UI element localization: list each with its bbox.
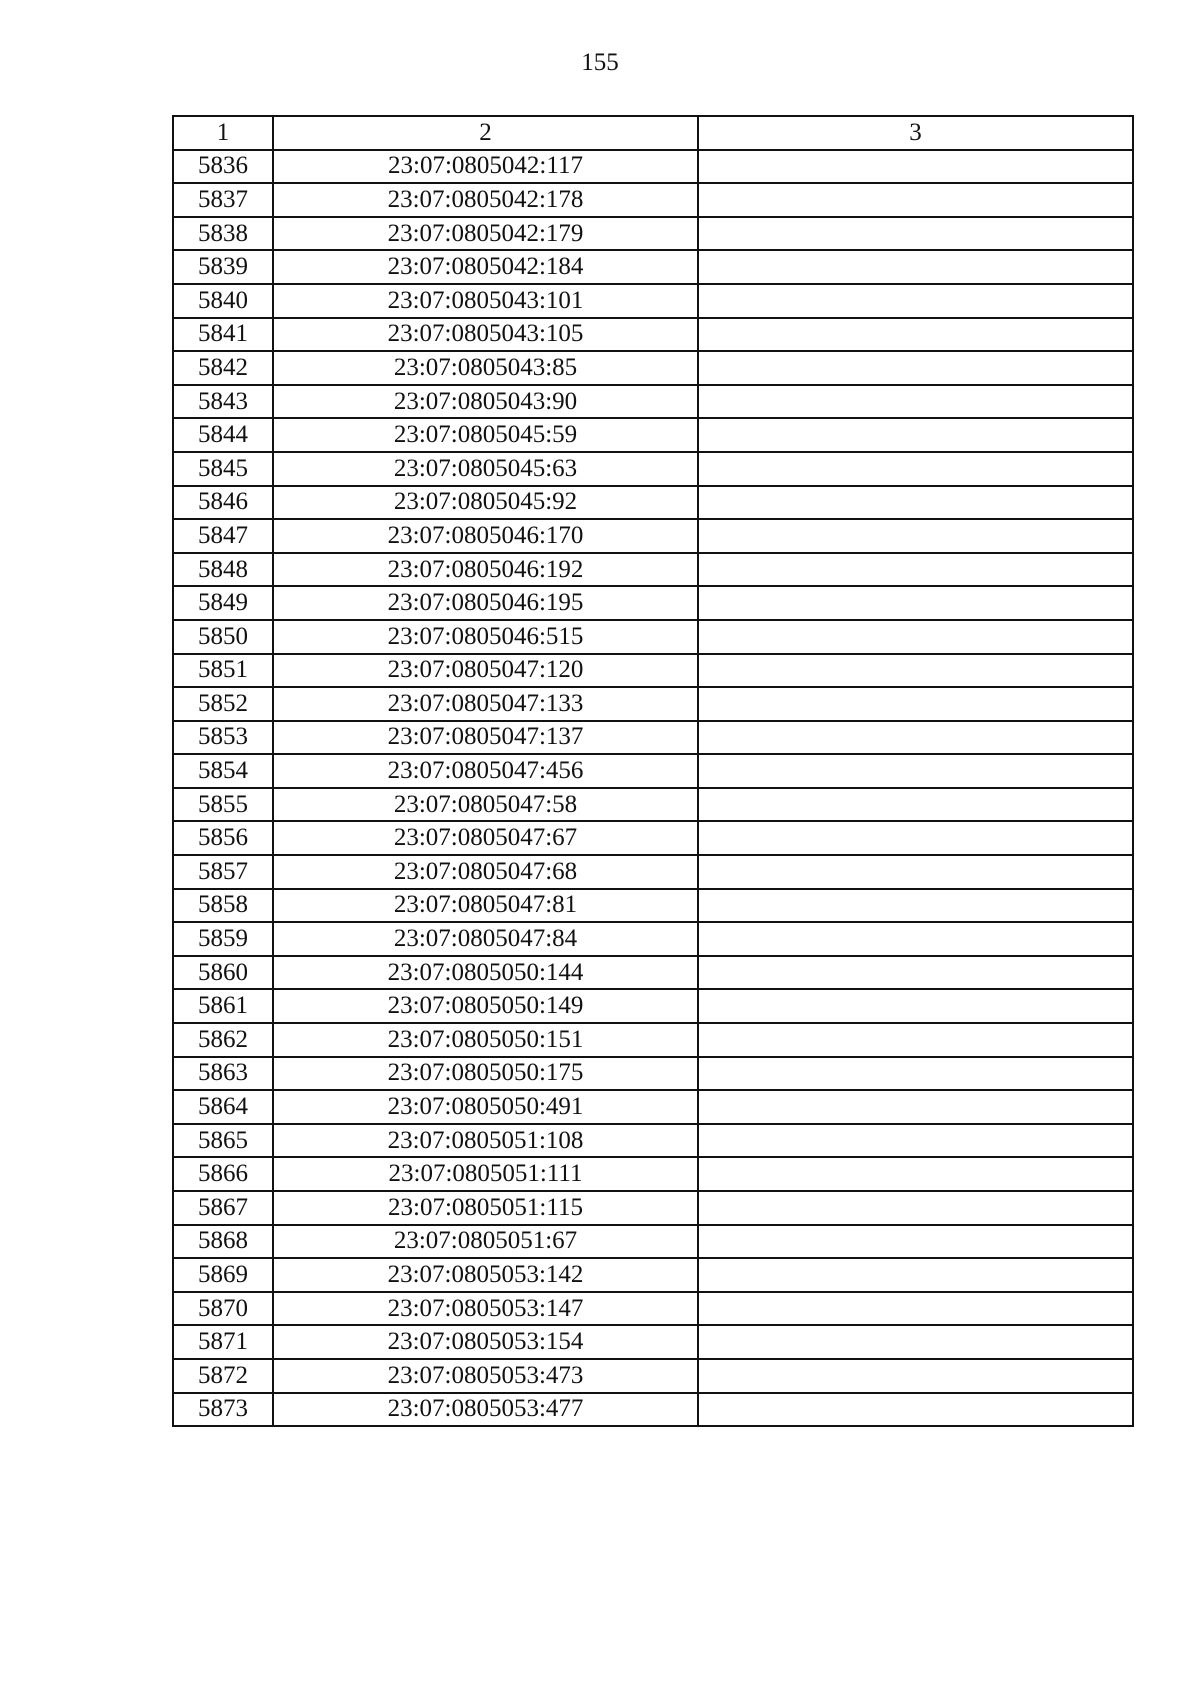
notes-cell [698, 385, 1133, 419]
table-row [173, 1225, 1133, 1259]
row-number-cell: 5843 [173, 385, 273, 419]
row-number-cell: 5837 [173, 183, 273, 217]
cadastral-number-cell: 23:07:0805043:105 [273, 318, 698, 352]
cadastral-number-cell: 23:07:0805053:477 [273, 1393, 698, 1427]
row-number-cell: 5836 [173, 150, 273, 184]
cadastral-table [172, 115, 1134, 1427]
row-number-cell: 5857 [173, 855, 273, 889]
notes-cell [698, 855, 1133, 889]
notes-cell [698, 1090, 1133, 1124]
notes-cell [698, 418, 1133, 452]
cadastral-number-cell: 23:07:0805050:149 [273, 989, 698, 1023]
row-number-cell: 5865 [173, 1124, 273, 1158]
cadastral-number-cell: 23:07:0805042:117 [273, 150, 698, 184]
row-number-cell: 5864 [173, 1090, 273, 1124]
table-row [173, 687, 1133, 721]
notes-cell [698, 452, 1133, 486]
cadastral-number-cell: 23:07:0805042:178 [273, 183, 698, 217]
cadastral-number-cell: 23:07:0805046:170 [273, 519, 698, 553]
cadastral-number-cell: 23:07:0805051:67 [273, 1225, 698, 1259]
notes-cell [698, 1157, 1133, 1191]
table-row [173, 418, 1133, 452]
row-number-cell: 5845 [173, 452, 273, 486]
cadastral-number-cell: 23:07:0805043:90 [273, 385, 698, 419]
notes-cell [698, 721, 1133, 755]
table-row [173, 821, 1133, 855]
table-header-row [173, 116, 1133, 150]
notes-cell [698, 754, 1133, 788]
row-number-cell: 5862 [173, 1023, 273, 1057]
row-number-cell: 5849 [173, 586, 273, 620]
row-number-cell: 5842 [173, 351, 273, 385]
row-number-cell: 5853 [173, 721, 273, 755]
row-number-cell: 5870 [173, 1292, 273, 1326]
row-number-cell: 5869 [173, 1258, 273, 1292]
table-row [173, 721, 1133, 755]
table-row [173, 452, 1133, 486]
table-row [173, 1124, 1133, 1158]
table-row [173, 318, 1133, 352]
notes-cell [698, 1225, 1133, 1259]
cadastral-number-cell: 23:07:0805053:142 [273, 1258, 698, 1292]
row-number-cell: 5871 [173, 1325, 273, 1359]
notes-cell [698, 217, 1133, 251]
notes-cell [698, 519, 1133, 553]
table-row [173, 654, 1133, 688]
cadastral-number-cell: 23:07:0805051:115 [273, 1191, 698, 1225]
cadastral-number-cell: 23:07:0805051:108 [273, 1124, 698, 1158]
row-number-cell: 5854 [173, 754, 273, 788]
notes-cell [698, 1292, 1133, 1326]
table-row [173, 1090, 1133, 1124]
row-number-cell: 5841 [173, 318, 273, 352]
row-number-cell: 5867 [173, 1191, 273, 1225]
table-row [173, 620, 1133, 654]
cadastral-number-cell: 23:07:0805047:120 [273, 654, 698, 688]
table-row [173, 1057, 1133, 1091]
notes-cell [698, 1258, 1133, 1292]
notes-cell [698, 586, 1133, 620]
notes-cell [698, 687, 1133, 721]
notes-cell [698, 183, 1133, 217]
row-number-cell: 5839 [173, 250, 273, 284]
row-number-cell: 5873 [173, 1393, 273, 1427]
table-row [173, 1023, 1133, 1057]
table-row [173, 1191, 1133, 1225]
cadastral-number-cell: 23:07:0805047:67 [273, 821, 698, 855]
table-row [173, 284, 1133, 318]
table-row [173, 250, 1133, 284]
row-number-cell: 5872 [173, 1359, 273, 1393]
row-number-cell: 5861 [173, 989, 273, 1023]
row-number-cell: 5848 [173, 553, 273, 587]
cadastral-number-cell: 23:07:0805047:58 [273, 788, 698, 822]
cadastral-number-cell: 23:07:0805042:179 [273, 217, 698, 251]
table-row [173, 586, 1133, 620]
notes-cell [698, 620, 1133, 654]
table-row [173, 1359, 1133, 1393]
notes-cell [698, 351, 1133, 385]
cadastral-number-cell: 23:07:0805046:195 [273, 586, 698, 620]
cadastral-number-cell: 23:07:0805053:154 [273, 1325, 698, 1359]
notes-cell [698, 1191, 1133, 1225]
row-number-cell: 5846 [173, 486, 273, 520]
cadastral-number-cell: 23:07:0805042:184 [273, 250, 698, 284]
cadastral-number-cell: 23:07:0805047:133 [273, 687, 698, 721]
row-number-cell: 5855 [173, 788, 273, 822]
table-row [173, 922, 1133, 956]
column-header-3: 3 [698, 116, 1133, 150]
table-body [173, 150, 1133, 1427]
column-header-1: 1 [173, 116, 273, 150]
row-number-cell: 5844 [173, 418, 273, 452]
table-row [173, 519, 1133, 553]
cadastral-number-cell: 23:07:0805050:175 [273, 1057, 698, 1091]
table-row [173, 385, 1133, 419]
notes-cell [698, 1325, 1133, 1359]
table-row [173, 217, 1133, 251]
table-row [173, 788, 1133, 822]
cadastral-number-cell: 23:07:0805050:144 [273, 956, 698, 990]
row-number-cell: 5840 [173, 284, 273, 318]
cadastral-number-cell: 23:07:0805045:63 [273, 452, 698, 486]
row-number-cell: 5858 [173, 889, 273, 923]
row-number-cell: 5856 [173, 821, 273, 855]
cadastral-number-cell: 23:07:0805047:84 [273, 922, 698, 956]
cadastral-number-cell: 23:07:0805045:92 [273, 486, 698, 520]
table-row [173, 889, 1133, 923]
table-row [173, 553, 1133, 587]
notes-cell [698, 956, 1133, 990]
cadastral-number-cell: 23:07:0805051:111 [273, 1157, 698, 1191]
table-row [173, 754, 1133, 788]
notes-cell [698, 553, 1133, 587]
table-row [173, 1393, 1133, 1427]
table-row [173, 1325, 1133, 1359]
row-number-cell: 5838 [173, 217, 273, 251]
notes-cell [698, 1057, 1133, 1091]
cadastral-number-cell: 23:07:0805043:85 [273, 351, 698, 385]
notes-cell [698, 250, 1133, 284]
row-number-cell: 5847 [173, 519, 273, 553]
table-row [173, 1258, 1133, 1292]
table-row [173, 989, 1133, 1023]
notes-cell [698, 318, 1133, 352]
row-number-cell: 5863 [173, 1057, 273, 1091]
notes-cell [698, 284, 1133, 318]
cadastral-number-cell: 23:07:0805053:473 [273, 1359, 698, 1393]
table-row [173, 486, 1133, 520]
cadastral-number-cell: 23:07:0805047:81 [273, 889, 698, 923]
table-row [173, 1292, 1133, 1326]
cadastral-number-cell: 23:07:0805043:101 [273, 284, 698, 318]
cadastral-number-cell: 23:07:0805046:515 [273, 620, 698, 654]
notes-cell [698, 1124, 1133, 1158]
cadastral-number-cell: 23:07:0805053:147 [273, 1292, 698, 1326]
row-number-cell: 5859 [173, 922, 273, 956]
cadastral-number-cell: 23:07:0805050:151 [273, 1023, 698, 1057]
column-header-2: 2 [273, 116, 698, 150]
cadastral-number-cell: 23:07:0805047:68 [273, 855, 698, 889]
page-number: 155 [581, 49, 619, 76]
notes-cell [698, 654, 1133, 688]
table-row [173, 351, 1133, 385]
table-row [173, 183, 1133, 217]
notes-cell [698, 989, 1133, 1023]
notes-cell [698, 889, 1133, 923]
row-number-cell: 5860 [173, 956, 273, 990]
cadastral-number-cell: 23:07:0805050:491 [273, 1090, 698, 1124]
notes-cell [698, 1023, 1133, 1057]
notes-cell [698, 922, 1133, 956]
table-row [173, 1157, 1133, 1191]
notes-cell [698, 821, 1133, 855]
row-number-cell: 5850 [173, 620, 273, 654]
cadastral-number-cell: 23:07:0805046:192 [273, 553, 698, 587]
table-row [173, 855, 1133, 889]
row-number-cell: 5868 [173, 1225, 273, 1259]
notes-cell [698, 150, 1133, 184]
row-number-cell: 5851 [173, 654, 273, 688]
notes-cell [698, 486, 1133, 520]
cadastral-number-cell: 23:07:0805047:137 [273, 721, 698, 755]
notes-cell [698, 1359, 1133, 1393]
table-row [173, 956, 1133, 990]
notes-cell [698, 788, 1133, 822]
row-number-cell: 5866 [173, 1157, 273, 1191]
cadastral-number-cell: 23:07:0805045:59 [273, 418, 698, 452]
cadastral-number-cell: 23:07:0805047:456 [273, 754, 698, 788]
table-row [173, 150, 1133, 184]
row-number-cell: 5852 [173, 687, 273, 721]
notes-cell [698, 1393, 1133, 1427]
